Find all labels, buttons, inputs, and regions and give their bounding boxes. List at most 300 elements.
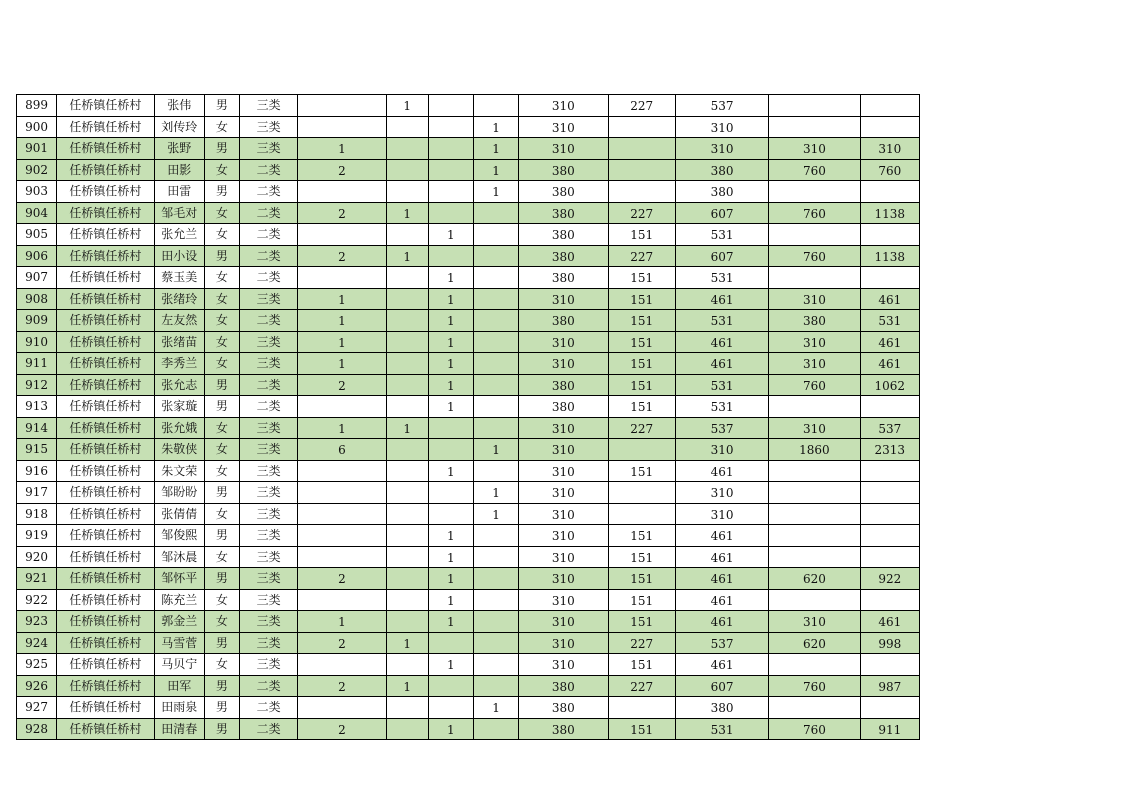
col5-cell[interactable]: 2 [298, 632, 386, 654]
gender-cell[interactable]: 女 [204, 267, 239, 289]
col6-cell[interactable] [386, 396, 428, 418]
name-cell[interactable]: 邹怀平 [154, 568, 204, 590]
col6-cell[interactable]: 1 [386, 202, 428, 224]
row-number[interactable]: 918 [17, 503, 57, 525]
village-cell[interactable]: 任桥镇任桥村 [57, 632, 154, 654]
row-number[interactable]: 904 [17, 202, 57, 224]
category-cell[interactable]: 二类 [239, 267, 297, 289]
name-cell[interactable]: 张倩倩 [154, 503, 204, 525]
name-cell[interactable]: 左友然 [154, 310, 204, 332]
category-cell[interactable]: 二类 [239, 224, 297, 246]
category-cell[interactable]: 三类 [239, 138, 297, 160]
col9-cell[interactable]: 310 [519, 589, 608, 611]
gender-cell[interactable]: 女 [204, 224, 239, 246]
col10-cell[interactable]: 227 [608, 202, 675, 224]
gender-cell[interactable]: 女 [204, 460, 239, 482]
col13-cell[interactable]: 911 [860, 718, 919, 740]
col8-cell[interactable] [473, 589, 518, 611]
name-cell[interactable]: 邹盼盼 [154, 482, 204, 504]
col7-cell[interactable]: 1 [428, 460, 473, 482]
village-cell[interactable]: 任桥镇任桥村 [57, 675, 154, 697]
row-number[interactable]: 912 [17, 374, 57, 396]
col11-cell[interactable]: 310 [675, 482, 768, 504]
col10-cell[interactable]: 227 [608, 675, 675, 697]
village-cell[interactable]: 任桥镇任桥村 [57, 654, 154, 676]
col12-cell[interactable]: 620 [769, 632, 860, 654]
category-cell[interactable]: 三类 [239, 482, 297, 504]
col8-cell[interactable]: 1 [473, 138, 518, 160]
col12-cell[interactable] [769, 460, 860, 482]
col13-cell[interactable] [860, 503, 919, 525]
gender-cell[interactable]: 女 [204, 310, 239, 332]
col11-cell[interactable]: 531 [675, 374, 768, 396]
category-cell[interactable]: 三类 [239, 353, 297, 375]
col9-cell[interactable]: 310 [519, 503, 608, 525]
col10-cell[interactable]: 151 [608, 396, 675, 418]
village-cell[interactable]: 任桥镇任桥村 [57, 138, 154, 160]
col9-cell[interactable]: 380 [519, 181, 608, 203]
col12-cell[interactable]: 310 [769, 331, 860, 353]
col7-cell[interactable]: 1 [428, 288, 473, 310]
gender-cell[interactable]: 男 [204, 675, 239, 697]
col9-cell[interactable]: 310 [519, 611, 608, 633]
name-cell[interactable]: 邹毛对 [154, 202, 204, 224]
col9-cell[interactable]: 380 [519, 374, 608, 396]
col6-cell[interactable]: 1 [386, 245, 428, 267]
col8-cell[interactable] [473, 267, 518, 289]
gender-cell[interactable]: 女 [204, 116, 239, 138]
col6-cell[interactable] [386, 697, 428, 719]
row-number[interactable]: 899 [17, 95, 57, 117]
gender-cell[interactable]: 女 [204, 546, 239, 568]
col11-cell[interactable]: 310 [675, 116, 768, 138]
col7-cell[interactable] [428, 417, 473, 439]
gender-cell[interactable]: 女 [204, 439, 239, 461]
col7-cell[interactable]: 1 [428, 353, 473, 375]
col12-cell[interactable]: 760 [769, 675, 860, 697]
category-cell[interactable]: 三类 [239, 116, 297, 138]
col12-cell[interactable]: 380 [769, 310, 860, 332]
col5-cell[interactable] [298, 697, 386, 719]
col11-cell[interactable]: 531 [675, 396, 768, 418]
col12-cell[interactable] [769, 181, 860, 203]
col13-cell[interactable]: 1062 [860, 374, 919, 396]
gender-cell[interactable]: 女 [204, 159, 239, 181]
col8-cell[interactable]: 1 [473, 181, 518, 203]
col8-cell[interactable] [473, 331, 518, 353]
col5-cell[interactable] [298, 654, 386, 676]
col8-cell[interactable] [473, 374, 518, 396]
col6-cell[interactable]: 1 [386, 417, 428, 439]
col6-cell[interactable] [386, 525, 428, 547]
village-cell[interactable]: 任桥镇任桥村 [57, 95, 154, 117]
col7-cell[interactable]: 1 [428, 267, 473, 289]
col9-cell[interactable]: 380 [519, 202, 608, 224]
col13-cell[interactable]: 531 [860, 310, 919, 332]
category-cell[interactable]: 三类 [239, 439, 297, 461]
col6-cell[interactable]: 1 [386, 632, 428, 654]
col7-cell[interactable] [428, 116, 473, 138]
col5-cell[interactable]: 2 [298, 202, 386, 224]
village-cell[interactable]: 任桥镇任桥村 [57, 331, 154, 353]
name-cell[interactable]: 田小设 [154, 245, 204, 267]
col8-cell[interactable]: 1 [473, 503, 518, 525]
gender-cell[interactable]: 男 [204, 95, 239, 117]
category-cell[interactable]: 三类 [239, 95, 297, 117]
col12-cell[interactable] [769, 116, 860, 138]
col9-cell[interactable]: 380 [519, 718, 608, 740]
col10-cell[interactable] [608, 159, 675, 181]
col8-cell[interactable] [473, 654, 518, 676]
col9-cell[interactable]: 380 [519, 245, 608, 267]
col8-cell[interactable] [473, 202, 518, 224]
category-cell[interactable]: 二类 [239, 697, 297, 719]
col8-cell[interactable] [473, 675, 518, 697]
col10-cell[interactable]: 151 [608, 718, 675, 740]
category-cell[interactable]: 三类 [239, 460, 297, 482]
name-cell[interactable]: 马雪菅 [154, 632, 204, 654]
col11-cell[interactable]: 310 [675, 439, 768, 461]
village-cell[interactable]: 任桥镇任桥村 [57, 460, 154, 482]
row-number[interactable]: 900 [17, 116, 57, 138]
gender-cell[interactable]: 女 [204, 611, 239, 633]
name-cell[interactable]: 张伟 [154, 95, 204, 117]
col9-cell[interactable]: 380 [519, 396, 608, 418]
col13-cell[interactable] [860, 460, 919, 482]
col5-cell[interactable]: 1 [298, 353, 386, 375]
col5-cell[interactable]: 2 [298, 675, 386, 697]
col10-cell[interactable]: 227 [608, 245, 675, 267]
gender-cell[interactable]: 女 [204, 589, 239, 611]
gender-cell[interactable]: 女 [204, 503, 239, 525]
col6-cell[interactable] [386, 138, 428, 160]
col10-cell[interactable]: 151 [608, 374, 675, 396]
village-cell[interactable]: 任桥镇任桥村 [57, 718, 154, 740]
gender-cell[interactable]: 男 [204, 245, 239, 267]
name-cell[interactable]: 郭金兰 [154, 611, 204, 633]
col8-cell[interactable] [473, 245, 518, 267]
village-cell[interactable]: 任桥镇任桥村 [57, 267, 154, 289]
col5-cell[interactable]: 2 [298, 159, 386, 181]
col11-cell[interactable]: 461 [675, 331, 768, 353]
col10-cell[interactable] [608, 138, 675, 160]
col7-cell[interactable] [428, 245, 473, 267]
col9-cell[interactable]: 310 [519, 568, 608, 590]
village-cell[interactable]: 任桥镇任桥村 [57, 589, 154, 611]
col5-cell[interactable]: 2 [298, 245, 386, 267]
col13-cell[interactable]: 461 [860, 353, 919, 375]
col9-cell[interactable]: 310 [519, 439, 608, 461]
col11-cell[interactable]: 607 [675, 202, 768, 224]
category-cell[interactable]: 二类 [239, 202, 297, 224]
col7-cell[interactable]: 1 [428, 525, 473, 547]
col12-cell[interactable] [769, 95, 860, 117]
col7-cell[interactable] [428, 697, 473, 719]
row-number[interactable]: 922 [17, 589, 57, 611]
col12-cell[interactable]: 760 [769, 374, 860, 396]
col8-cell[interactable]: 1 [473, 697, 518, 719]
col5-cell[interactable] [298, 503, 386, 525]
category-cell[interactable]: 三类 [239, 288, 297, 310]
col10-cell[interactable]: 151 [608, 353, 675, 375]
col5-cell[interactable]: 2 [298, 568, 386, 590]
col13-cell[interactable] [860, 482, 919, 504]
col5-cell[interactable]: 1 [298, 417, 386, 439]
col8-cell[interactable] [473, 353, 518, 375]
col13-cell[interactable]: 461 [860, 611, 919, 633]
col13-cell[interactable] [860, 396, 919, 418]
col7-cell[interactable] [428, 439, 473, 461]
row-number[interactable]: 921 [17, 568, 57, 590]
village-cell[interactable]: 任桥镇任桥村 [57, 374, 154, 396]
col12-cell[interactable] [769, 589, 860, 611]
col7-cell[interactable] [428, 675, 473, 697]
col11-cell[interactable]: 380 [675, 697, 768, 719]
col7-cell[interactable]: 1 [428, 589, 473, 611]
name-cell[interactable]: 邹沐晨 [154, 546, 204, 568]
col6-cell[interactable] [386, 568, 428, 590]
col7-cell[interactable]: 1 [428, 546, 473, 568]
col5-cell[interactable]: 1 [298, 138, 386, 160]
name-cell[interactable]: 张允娥 [154, 417, 204, 439]
col11-cell[interactable]: 531 [675, 224, 768, 246]
col11-cell[interactable]: 531 [675, 718, 768, 740]
col13-cell[interactable]: 461 [860, 288, 919, 310]
col12-cell[interactable] [769, 697, 860, 719]
col11-cell[interactable]: 461 [675, 611, 768, 633]
col13-cell[interactable] [860, 654, 919, 676]
col8-cell[interactable]: 1 [473, 482, 518, 504]
col5-cell[interactable] [298, 95, 386, 117]
col6-cell[interactable] [386, 224, 428, 246]
col9-cell[interactable]: 380 [519, 159, 608, 181]
category-cell[interactable]: 二类 [239, 396, 297, 418]
name-cell[interactable]: 陈充兰 [154, 589, 204, 611]
col13-cell[interactable]: 537 [860, 417, 919, 439]
gender-cell[interactable]: 男 [204, 374, 239, 396]
village-cell[interactable]: 任桥镇任桥村 [57, 353, 154, 375]
gender-cell[interactable]: 男 [204, 482, 239, 504]
col7-cell[interactable] [428, 181, 473, 203]
col7-cell[interactable] [428, 632, 473, 654]
col10-cell[interactable] [608, 116, 675, 138]
category-cell[interactable]: 三类 [239, 417, 297, 439]
col6-cell[interactable] [386, 482, 428, 504]
col12-cell[interactable]: 1860 [769, 439, 860, 461]
col11-cell[interactable]: 461 [675, 353, 768, 375]
col11-cell[interactable]: 310 [675, 138, 768, 160]
category-cell[interactable]: 二类 [239, 675, 297, 697]
col6-cell[interactable]: 1 [386, 675, 428, 697]
village-cell[interactable]: 任桥镇任桥村 [57, 568, 154, 590]
village-cell[interactable]: 任桥镇任桥村 [57, 525, 154, 547]
gender-cell[interactable]: 男 [204, 697, 239, 719]
col5-cell[interactable]: 2 [298, 374, 386, 396]
col5-cell[interactable]: 1 [298, 288, 386, 310]
col8-cell[interactable] [473, 460, 518, 482]
col6-cell[interactable] [386, 331, 428, 353]
col10-cell[interactable]: 151 [608, 589, 675, 611]
gender-cell[interactable]: 女 [204, 331, 239, 353]
name-cell[interactable]: 田军 [154, 675, 204, 697]
col10-cell[interactable]: 151 [608, 654, 675, 676]
col7-cell[interactable] [428, 138, 473, 160]
col12-cell[interactable] [769, 654, 860, 676]
col12-cell[interactable]: 310 [769, 353, 860, 375]
col8-cell[interactable] [473, 288, 518, 310]
col8-cell[interactable]: 1 [473, 439, 518, 461]
col12-cell[interactable]: 760 [769, 159, 860, 181]
col10-cell[interactable]: 227 [608, 95, 675, 117]
col11-cell[interactable]: 461 [675, 589, 768, 611]
gender-cell[interactable]: 男 [204, 718, 239, 740]
col13-cell[interactable]: 998 [860, 632, 919, 654]
category-cell[interactable]: 三类 [239, 654, 297, 676]
row-number[interactable]: 901 [17, 138, 57, 160]
name-cell[interactable]: 张绪苗 [154, 331, 204, 353]
row-number[interactable]: 903 [17, 181, 57, 203]
col6-cell[interactable] [386, 460, 428, 482]
category-cell[interactable]: 三类 [239, 568, 297, 590]
col9-cell[interactable]: 310 [519, 331, 608, 353]
col13-cell[interactable]: 310 [860, 138, 919, 160]
col10-cell[interactable]: 151 [608, 460, 675, 482]
col12-cell[interactable]: 620 [769, 568, 860, 590]
col10-cell[interactable] [608, 439, 675, 461]
row-number[interactable]: 920 [17, 546, 57, 568]
village-cell[interactable]: 任桥镇任桥村 [57, 116, 154, 138]
col7-cell[interactable] [428, 503, 473, 525]
col9-cell[interactable]: 380 [519, 697, 608, 719]
gender-cell[interactable]: 男 [204, 181, 239, 203]
col9-cell[interactable]: 310 [519, 417, 608, 439]
village-cell[interactable]: 任桥镇任桥村 [57, 202, 154, 224]
col12-cell[interactable]: 310 [769, 138, 860, 160]
col5-cell[interactable] [298, 482, 386, 504]
col12-cell[interactable]: 310 [769, 417, 860, 439]
col10-cell[interactable]: 227 [608, 632, 675, 654]
col9-cell[interactable]: 310 [519, 95, 608, 117]
gender-cell[interactable]: 女 [204, 288, 239, 310]
col6-cell[interactable] [386, 353, 428, 375]
name-cell[interactable]: 田影 [154, 159, 204, 181]
category-cell[interactable]: 二类 [239, 159, 297, 181]
col10-cell[interactable]: 151 [608, 546, 675, 568]
col5-cell[interactable] [298, 546, 386, 568]
row-number[interactable]: 917 [17, 482, 57, 504]
col13-cell[interactable]: 1138 [860, 202, 919, 224]
col7-cell[interactable]: 1 [428, 396, 473, 418]
category-cell[interactable]: 三类 [239, 589, 297, 611]
gender-cell[interactable]: 男 [204, 632, 239, 654]
village-cell[interactable]: 任桥镇任桥村 [57, 546, 154, 568]
village-cell[interactable]: 任桥镇任桥村 [57, 611, 154, 633]
col11-cell[interactable]: 607 [675, 675, 768, 697]
col10-cell[interactable]: 227 [608, 417, 675, 439]
village-cell[interactable]: 任桥镇任桥村 [57, 288, 154, 310]
col12-cell[interactable] [769, 224, 860, 246]
col7-cell[interactable]: 1 [428, 224, 473, 246]
col10-cell[interactable]: 151 [608, 267, 675, 289]
col5-cell[interactable] [298, 525, 386, 547]
row-number[interactable]: 919 [17, 525, 57, 547]
col9-cell[interactable]: 310 [519, 288, 608, 310]
gender-cell[interactable]: 男 [204, 396, 239, 418]
col11-cell[interactable]: 461 [675, 460, 768, 482]
col11-cell[interactable]: 461 [675, 525, 768, 547]
village-cell[interactable]: 任桥镇任桥村 [57, 503, 154, 525]
col13-cell[interactable]: 1138 [860, 245, 919, 267]
col13-cell[interactable] [860, 525, 919, 547]
col12-cell[interactable]: 760 [769, 718, 860, 740]
col10-cell[interactable]: 151 [608, 525, 675, 547]
col8-cell[interactable]: 1 [473, 159, 518, 181]
row-number[interactable]: 928 [17, 718, 57, 740]
col13-cell[interactable] [860, 267, 919, 289]
gender-cell[interactable]: 女 [204, 202, 239, 224]
col6-cell[interactable] [386, 310, 428, 332]
col13-cell[interactable]: 2313 [860, 439, 919, 461]
village-cell[interactable]: 任桥镇任桥村 [57, 396, 154, 418]
row-number[interactable]: 907 [17, 267, 57, 289]
col13-cell[interactable] [860, 589, 919, 611]
col8-cell[interactable] [473, 611, 518, 633]
row-number[interactable]: 914 [17, 417, 57, 439]
col8-cell[interactable] [473, 568, 518, 590]
col12-cell[interactable]: 760 [769, 245, 860, 267]
col5-cell[interactable]: 1 [298, 310, 386, 332]
col5-cell[interactable] [298, 589, 386, 611]
col5-cell[interactable] [298, 460, 386, 482]
name-cell[interactable]: 张允志 [154, 374, 204, 396]
col11-cell[interactable]: 531 [675, 310, 768, 332]
row-number[interactable]: 908 [17, 288, 57, 310]
row-number[interactable]: 916 [17, 460, 57, 482]
col10-cell[interactable] [608, 181, 675, 203]
col7-cell[interactable]: 1 [428, 374, 473, 396]
name-cell[interactable]: 朱文荣 [154, 460, 204, 482]
col10-cell[interactable]: 151 [608, 331, 675, 353]
village-cell[interactable]: 任桥镇任桥村 [57, 439, 154, 461]
name-cell[interactable]: 张绪玲 [154, 288, 204, 310]
row-number[interactable]: 909 [17, 310, 57, 332]
category-cell[interactable]: 二类 [239, 181, 297, 203]
col8-cell[interactable] [473, 546, 518, 568]
col9-cell[interactable]: 310 [519, 460, 608, 482]
row-number[interactable]: 927 [17, 697, 57, 719]
col9-cell[interactable]: 310 [519, 353, 608, 375]
col12-cell[interactable] [769, 267, 860, 289]
col7-cell[interactable]: 1 [428, 310, 473, 332]
col5-cell[interactable]: 6 [298, 439, 386, 461]
col11-cell[interactable]: 310 [675, 503, 768, 525]
col8-cell[interactable] [473, 95, 518, 117]
category-cell[interactable]: 二类 [239, 374, 297, 396]
col12-cell[interactable]: 310 [769, 611, 860, 633]
col7-cell[interactable]: 1 [428, 654, 473, 676]
name-cell[interactable]: 田清春 [154, 718, 204, 740]
col13-cell[interactable] [860, 95, 919, 117]
col13-cell[interactable]: 922 [860, 568, 919, 590]
category-cell[interactable]: 二类 [239, 718, 297, 740]
col6-cell[interactable] [386, 503, 428, 525]
col7-cell[interactable]: 1 [428, 611, 473, 633]
name-cell[interactable]: 田雨泉 [154, 697, 204, 719]
row-number[interactable]: 911 [17, 353, 57, 375]
village-cell[interactable]: 任桥镇任桥村 [57, 181, 154, 203]
col13-cell[interactable]: 760 [860, 159, 919, 181]
col11-cell[interactable]: 531 [675, 267, 768, 289]
